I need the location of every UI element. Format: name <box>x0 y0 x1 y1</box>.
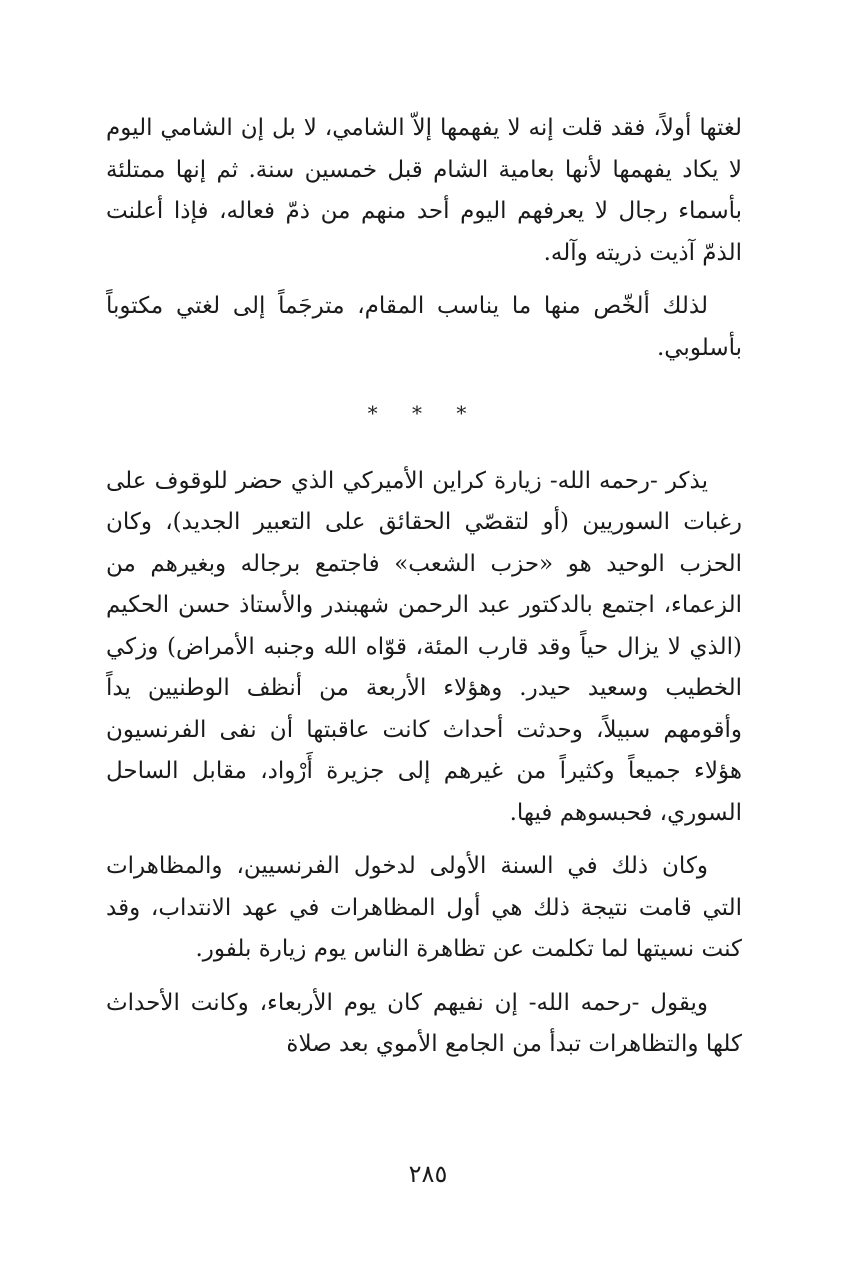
paragraph-crane-visit: يذكر -رحمه الله- زيارة كراين الأميركي الذي حضر للوقوف على رغبات السوريين (أو لتقصّي الحقائق على التعبير الجديد)، وكان الحزب الوحيد هو «حزب الشعب» فاجتمع برجاله وبغيرهم من الزعماء، اجتمع بالدكتور عبد الرحمن شهبندر والأستاذ حسن الحكيم (الذي لا يزال حياً وقد قارب المئة، قوّاه الله وجنبه الأمراض) وزكي الخطيب وسعيد حيدر. وهؤلاء الأربعة من أنظف الوطنيين يداً وأقومهم سبيلاً، وحدثت أحداث كانت عاقبتها أن نفى الفرنسيون هؤلاء جميعاً وكثيراً من غيرهم إلى جزيرة أَرْواد، مقابل الساحل السوري، فحبسوهم فيها. <box>106 467 742 826</box>
page-number: ٢٨٥ <box>408 1160 448 1188</box>
page-body <box>106 108 742 1066</box>
paragraph-summary-note: لذلك ألخّص منها ما يناسب المقام، مترجَماً إلى لغتي مكتوباً بأسلوبي. <box>106 293 742 361</box>
paragraph-continuation: لغتها أولاً، فقد قلت إنه لا يفهمها إلاّ الشامي، لا بل إن الشامي اليوم لا يكاد يفهمها لأنها بعامية الشام قبل خمسين سنة. ثم إنها ممتلئة بأسماء رجال لا يعرفهم اليوم أحد منهم من ذمّ فعاله، فإذا أعلنت الذمّ آذيت ذريته وآله. <box>106 115 742 266</box>
section-separator: * * * <box>367 401 481 425</box>
paragraph-first-demonstrations: وكان ذلك في السنة الأولى لدخول الفرنسيين، والمظاهرات التي قامت نتيجة ذلك هي أول المظاهرات في عهد الانتداب، وقد كنت نسيتها لما تكلمت عن تظاهرة الناس يوم زيارة بلفور. <box>106 853 742 962</box>
paragraph-exile-day: ويقول -رحمه الله- إن نفيهم كان يوم الأربعاء، وكانت الأحداث كلها والتظاهرات تبدأ من الجامع الأموي بعد صلاة <box>106 989 742 1057</box>
